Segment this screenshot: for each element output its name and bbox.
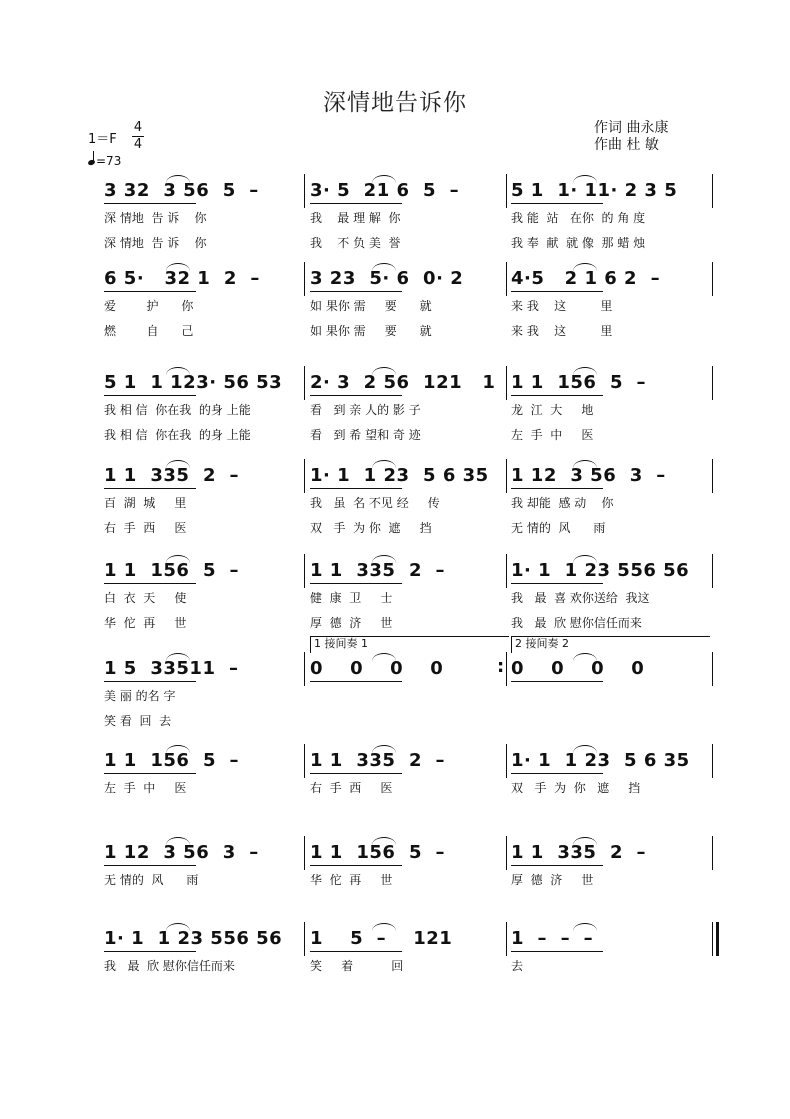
lyric-verse-2: 华 佗 再 世 xyxy=(104,616,187,630)
tempo-value: =73 xyxy=(96,154,122,168)
lyric-verse-1: 去 xyxy=(511,959,524,973)
score-system xyxy=(104,928,716,1008)
beam-underline xyxy=(310,488,402,489)
slur-arc xyxy=(372,555,396,563)
notation-line: 1 1 156 5 – xyxy=(511,372,647,393)
notation-line: 1 1 156 5 – xyxy=(104,560,240,581)
barline xyxy=(304,174,305,208)
beam-underline xyxy=(310,583,402,584)
beam-underline xyxy=(104,865,196,866)
slur-arc xyxy=(372,745,396,753)
lyric-verse-2: 我 相 信 你在我 的身 上能 xyxy=(104,428,251,442)
lyric-verse-2: 无 情的 风 雨 xyxy=(511,521,606,535)
score-system xyxy=(104,637,716,738)
slur-arc xyxy=(372,263,396,271)
beam-underline xyxy=(310,395,402,396)
lyric-verse-1: 无 情的 风 雨 xyxy=(104,873,199,887)
barline xyxy=(712,174,713,208)
lyric-verse-2: 如 果你 需 要 就 xyxy=(310,324,432,338)
notation-line: 1 1 335 2 – xyxy=(310,560,446,581)
slur-arc xyxy=(573,460,597,468)
lyric-verse-1: 龙 江 大 地 xyxy=(511,403,594,417)
time-signature xyxy=(132,121,144,152)
slur-arc xyxy=(166,923,190,931)
beam-underline xyxy=(104,488,196,489)
barline xyxy=(712,744,713,778)
notation-line: 1 1 335 2 – xyxy=(104,465,240,486)
slur-arc xyxy=(573,653,597,661)
lyric-verse-1: 爱 护 你 xyxy=(104,299,194,313)
slur-arc xyxy=(166,837,190,845)
barline xyxy=(304,459,305,493)
lyric-verse-2: 厚 德 济 世 xyxy=(310,616,393,630)
slur-arc xyxy=(166,745,190,753)
slur-arc xyxy=(372,837,396,845)
lyric-verse-1: 百 湖 城 里 xyxy=(104,496,187,510)
lyric-verse-2: 我 不 负 美 誉 xyxy=(310,236,401,250)
notation-line: 1 5 33511 – xyxy=(104,658,239,679)
notation-line: 1 12 3 56 3 – xyxy=(104,842,259,863)
slur-arc xyxy=(166,263,190,271)
slur-arc xyxy=(372,460,396,468)
lyric-verse-1: 深 情地 告 诉 你 xyxy=(104,211,207,225)
barline xyxy=(506,366,507,400)
slur-arc xyxy=(166,175,190,183)
barline xyxy=(506,262,507,296)
slur-arc xyxy=(573,263,597,271)
notation-line: 5 1 1· 11· 2 3 5 xyxy=(511,180,678,201)
beam-underline xyxy=(511,488,603,489)
barline xyxy=(304,262,305,296)
beam-underline xyxy=(511,681,603,682)
lyric-verse-2: 双 手 为 你 遮 挡 xyxy=(310,521,432,535)
lyric-verse-2: 来 我 这 里 xyxy=(511,324,613,338)
volta-label: 2 接间奏 2 xyxy=(515,637,569,650)
beam-underline xyxy=(310,865,402,866)
slur-arc xyxy=(372,923,396,931)
credits xyxy=(594,120,668,154)
lyric-verse-2: 我 最 欣 慰你信任而来 xyxy=(511,616,642,630)
slur-arc xyxy=(573,367,597,375)
barline xyxy=(712,262,713,296)
lyric-verse-1: 厚 德 济 世 xyxy=(511,873,594,887)
lyric-verse-1: 看 到 亲 人的 影 子 xyxy=(310,403,421,417)
notation-line: 1 1 156 5 – xyxy=(310,842,446,863)
tempo-marking xyxy=(88,152,121,168)
barline xyxy=(304,744,305,778)
score-system xyxy=(104,465,716,545)
notation-line: 0 0 0 0 xyxy=(511,658,645,679)
beam-underline xyxy=(310,203,402,204)
slur-arc xyxy=(372,653,396,661)
slur-arc xyxy=(166,460,190,468)
barline xyxy=(506,459,507,493)
beam-underline xyxy=(104,681,196,682)
song-title: 深情地告诉你 xyxy=(323,90,467,116)
key-signature: 1＝F xyxy=(88,132,117,147)
lyric-verse-1: 笑 着 回 xyxy=(310,959,404,973)
slur-arc xyxy=(573,175,597,183)
barline xyxy=(712,652,713,686)
lyricist-credit: 作词 曲永康 xyxy=(594,120,669,136)
beam-underline xyxy=(511,865,603,866)
beam-underline xyxy=(310,951,402,952)
barline xyxy=(506,744,507,778)
lyric-verse-2: 深 情地 告 诉 你 xyxy=(104,236,207,250)
barline xyxy=(304,554,305,588)
notation-line: 1 1 335 2 – xyxy=(310,750,446,771)
beam-underline xyxy=(511,291,603,292)
notation-line: 1 5 – 121 xyxy=(310,928,453,949)
barline xyxy=(712,836,713,870)
repeat-sign: : xyxy=(497,656,505,677)
notation-line: 6 5· 32 1 2 – xyxy=(104,268,260,289)
composer-credit: 作曲 杜 敏 xyxy=(594,137,659,153)
lyric-verse-1: 我 相 信 你在我 的身 上能 xyxy=(104,403,251,417)
barline xyxy=(506,922,507,956)
lyric-verse-2: 我 奉 献 就 像 那 蜡 烛 xyxy=(511,236,646,250)
beam-underline xyxy=(104,583,196,584)
barline xyxy=(712,554,713,588)
notation-line: 1 1 335 2 – xyxy=(511,842,647,863)
beam-underline xyxy=(511,203,603,204)
barline xyxy=(712,366,713,400)
slur-arc xyxy=(166,555,190,563)
lyric-verse-1: 我 能 站 在你 的 角 度 xyxy=(511,211,646,225)
lyric-verse-1: 我 最 理 解 你 xyxy=(310,211,401,225)
score-system xyxy=(104,560,716,640)
lyric-verse-1: 健 康 卫 士 xyxy=(310,591,393,605)
lyric-verse-1: 白 衣 天 使 xyxy=(104,591,187,605)
slur-arc xyxy=(573,745,597,753)
lyric-verse-2: 左 手 中 医 xyxy=(511,428,594,442)
slur-arc xyxy=(573,555,597,563)
notation-line: 1· 1 1 23 556 56 xyxy=(104,928,283,949)
lyric-verse-1: 双 手 为 你 遮 挡 xyxy=(511,781,641,795)
barline xyxy=(506,174,507,208)
beam-underline xyxy=(104,773,196,774)
slur-arc xyxy=(573,923,597,931)
lyric-verse-2: 笑 看 回 去 xyxy=(104,714,172,728)
notation-line: 2· 3 2 56 121 1 xyxy=(310,372,496,393)
notation-line: 1 12 3 56 3 – xyxy=(511,465,666,486)
beam-underline xyxy=(104,291,196,292)
lyric-verse-1: 我 最 欣 慰你信任而来 xyxy=(104,959,235,973)
slur-arc xyxy=(166,653,190,661)
barline xyxy=(506,554,507,588)
notation-line: 1· 1 1 23 5 6 35 xyxy=(310,465,489,486)
time-sig-bottom: 4 xyxy=(133,137,143,152)
score-system xyxy=(104,180,716,260)
lyric-verse-1: 华 佗 再 世 xyxy=(310,873,393,887)
beam-underline xyxy=(104,951,196,952)
slur-arc xyxy=(372,175,396,183)
notation-line: 3· 5 21 6 5 – xyxy=(310,180,460,201)
notation-line: 3 23 5· 6 0· 2 xyxy=(310,268,464,289)
notation-line: 5 1 1 123· 56 53 xyxy=(104,372,283,393)
quarter-note-icon xyxy=(87,159,95,166)
slur-arc xyxy=(573,837,597,845)
lyric-verse-2: 右 手 西 医 xyxy=(104,521,187,535)
lyric-verse-1: 我 最 喜 欢你送给 我这 xyxy=(511,591,650,605)
lyric-verse-1: 左 手 中 医 xyxy=(104,781,187,795)
barline xyxy=(304,922,305,956)
beam-underline xyxy=(310,291,402,292)
barline xyxy=(304,836,305,870)
lyric-verse-1: 美 丽 的名 字 xyxy=(104,689,176,703)
notation-line: 1· 1 1 23 5 6 35 xyxy=(511,750,690,771)
lyric-verse-1: 我 却能 感 动 你 xyxy=(511,496,614,510)
slur-arc xyxy=(166,367,190,375)
barline xyxy=(304,652,305,686)
beam-underline xyxy=(310,681,402,682)
lyric-verse-1: 我 虽 名 不见 经 传 xyxy=(310,496,440,510)
notation-line: 1 – – – xyxy=(511,928,594,949)
beam-underline xyxy=(310,773,402,774)
volta-bracket xyxy=(511,636,710,653)
barline xyxy=(506,652,507,686)
notation-line: 3 32 3 56 5 – xyxy=(104,180,259,201)
lyric-verse-1: 如 果你 需 要 就 xyxy=(310,299,432,313)
lyric-verse-2: 看 到 希 望和 奇 迹 xyxy=(310,428,421,442)
score-system xyxy=(104,750,716,830)
barline xyxy=(506,836,507,870)
notation-line: 4·5 2 1 6 2 – xyxy=(511,268,661,289)
notation-line: 0 0 0 0 xyxy=(310,658,444,679)
beam-underline xyxy=(511,951,603,952)
final-barline xyxy=(712,922,719,956)
slur-arc xyxy=(372,367,396,375)
barline xyxy=(304,366,305,400)
time-sig-top: 4 xyxy=(133,120,143,135)
beam-underline xyxy=(511,583,603,584)
score-system xyxy=(104,268,716,348)
beam-underline xyxy=(511,773,603,774)
notation-line: 1· 1 1 23 556 56 xyxy=(511,560,690,581)
barline xyxy=(712,459,713,493)
notation-line: 1 1 156 5 – xyxy=(104,750,240,771)
volta-bracket xyxy=(310,636,509,653)
score-system xyxy=(104,842,716,922)
beam-underline xyxy=(104,395,196,396)
lyric-verse-1: 右 手 西 医 xyxy=(310,781,393,795)
lyric-verse-1: 来 我 这 里 xyxy=(511,299,613,313)
beam-underline xyxy=(511,395,603,396)
volta-label: 1 接间奏 1 xyxy=(314,637,368,650)
lyric-verse-2: 燃 自 己 xyxy=(104,324,194,338)
score-system xyxy=(104,372,716,452)
beam-underline xyxy=(104,203,196,204)
